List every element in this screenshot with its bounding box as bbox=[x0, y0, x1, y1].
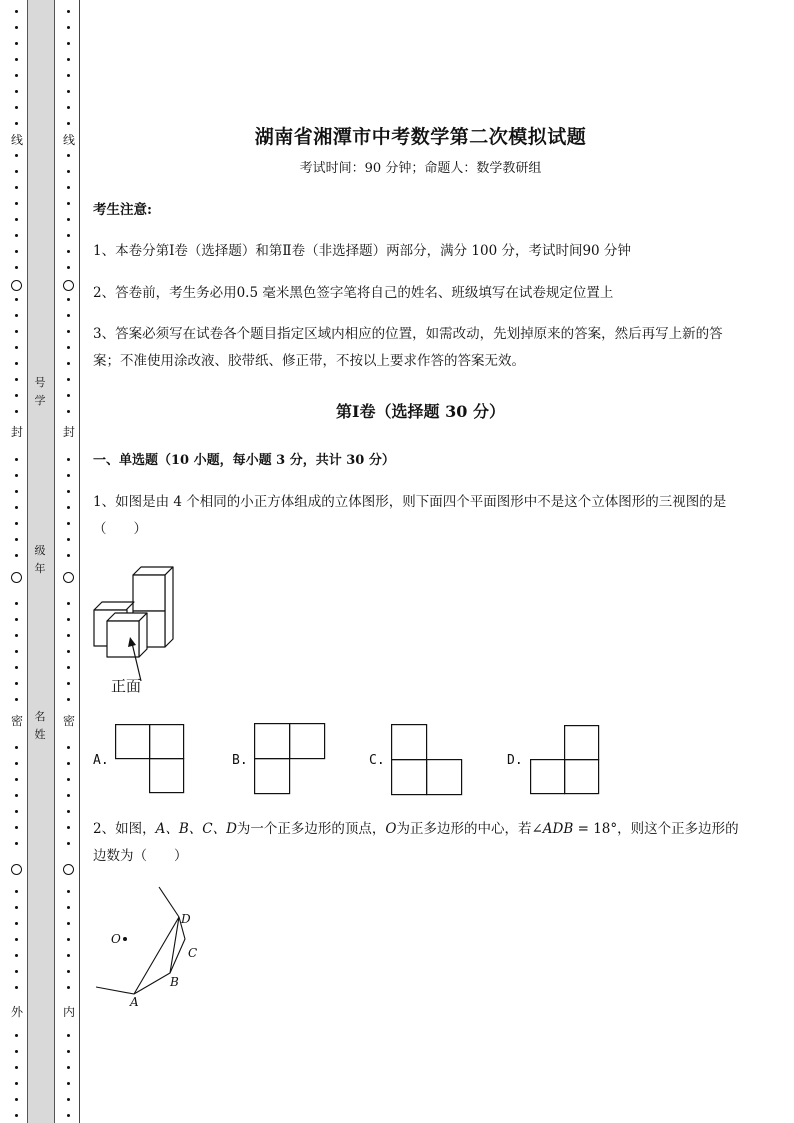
inner-dot bbox=[67, 90, 70, 93]
outer-dot bbox=[15, 698, 18, 701]
inner-dot bbox=[67, 154, 70, 157]
option-d-label: D. bbox=[507, 753, 523, 768]
outer-dot bbox=[15, 954, 18, 957]
note-item-3: 3、答案必须写在试卷各个题目指定区域内相应的位置，如需改动，先划掉原来的答案，然后再写上新的答案；不准使用涂改液、胶带纸、修正带，不按以上要求作答的答案无效。 bbox=[93, 326, 723, 369]
outer-dot bbox=[15, 186, 18, 189]
outer-dot bbox=[15, 10, 18, 13]
inner-dot bbox=[67, 618, 70, 621]
front-view-label: 正面 bbox=[111, 677, 142, 695]
inner-dot bbox=[67, 922, 70, 925]
outer-dot bbox=[15, 906, 18, 909]
inner-seal-char: 内 bbox=[62, 1005, 75, 1019]
inner-dot bbox=[67, 218, 70, 221]
note-item-1: 1、本卷分第Ⅰ卷（选择题）和第Ⅱ卷（非选择题）两部分，满分 100 分，考试时间90 分钟 bbox=[93, 243, 631, 259]
outer-dot bbox=[15, 842, 18, 845]
q2-polygon-figure bbox=[96, 885, 211, 1010]
inner-dot bbox=[67, 10, 70, 13]
inner-dot bbox=[67, 346, 70, 349]
outer-dot bbox=[15, 1114, 18, 1117]
inner-dot bbox=[67, 74, 70, 77]
outer-ring-mark bbox=[11, 864, 22, 875]
outer-dot bbox=[15, 42, 18, 45]
outer-dot bbox=[15, 1082, 18, 1085]
inner-dot bbox=[67, 634, 70, 637]
inner-dot bbox=[67, 58, 70, 61]
outer-dot bbox=[15, 90, 18, 93]
outer-dot bbox=[15, 794, 18, 797]
inner-ring-mark bbox=[63, 864, 74, 875]
outer-dot bbox=[15, 1098, 18, 1101]
outer-dot bbox=[15, 298, 18, 301]
outer-dot bbox=[15, 330, 18, 333]
inner-dot bbox=[67, 506, 70, 509]
point-b-label: B bbox=[170, 975, 179, 989]
outer-dot bbox=[15, 618, 18, 621]
outer-dot bbox=[15, 762, 18, 765]
outer-dot bbox=[15, 250, 18, 253]
inner-dot bbox=[67, 122, 70, 125]
inner-dot bbox=[67, 266, 70, 269]
outer-dot bbox=[15, 986, 18, 989]
inner-dot bbox=[67, 1098, 70, 1101]
outer-dot bbox=[15, 506, 18, 509]
inner-dot bbox=[67, 650, 70, 653]
inner-dot bbox=[67, 762, 70, 765]
inner-dot bbox=[67, 666, 70, 669]
inner-dot bbox=[67, 458, 70, 461]
inner-dot bbox=[67, 378, 70, 381]
inner-dot bbox=[67, 106, 70, 109]
outer-seal-char: 外 bbox=[10, 1005, 23, 1019]
inner-dot bbox=[67, 954, 70, 957]
outer-dot bbox=[15, 410, 18, 413]
outer-dot bbox=[15, 74, 18, 77]
inner-dot bbox=[67, 986, 70, 989]
inner-dot bbox=[67, 298, 70, 301]
option-b-label: B. bbox=[232, 753, 248, 768]
inner-dot bbox=[67, 362, 70, 365]
option-d-figure bbox=[530, 725, 600, 795]
inner-dot bbox=[67, 410, 70, 413]
inner-dot bbox=[67, 490, 70, 493]
binding-rule bbox=[79, 0, 80, 1123]
outer-dot bbox=[15, 490, 18, 493]
outer-seal-line bbox=[9, 0, 25, 1123]
exam-title: 湖南省湘潭市中考数学第二次模拟试题 bbox=[254, 126, 587, 148]
outer-dot bbox=[15, 394, 18, 397]
outer-dot bbox=[15, 170, 18, 173]
inner-dot bbox=[67, 42, 70, 45]
inner-ring-mark bbox=[63, 280, 74, 291]
outer-dot bbox=[15, 938, 18, 941]
outer-dot bbox=[15, 666, 18, 669]
inner-dot bbox=[67, 938, 70, 941]
outer-dot bbox=[15, 234, 18, 237]
inner-dot bbox=[67, 794, 70, 797]
outer-dot bbox=[15, 682, 18, 685]
outer-dot bbox=[15, 1050, 18, 1053]
outer-dot bbox=[15, 58, 18, 61]
outer-dot bbox=[15, 778, 18, 781]
inner-seal-char: 密 bbox=[62, 714, 75, 728]
inner-dot bbox=[67, 314, 70, 317]
note-item-2: 2、答卷前，考生务必用0.5 毫米黑色签字笔将自己的姓名、班级填写在试卷规定位置上 bbox=[93, 285, 614, 301]
outer-dot bbox=[15, 378, 18, 381]
outer-dot bbox=[15, 122, 18, 125]
inner-dot bbox=[67, 330, 70, 333]
inner-dot bbox=[67, 1114, 70, 1117]
inner-dot bbox=[67, 522, 70, 525]
inner-dot bbox=[67, 682, 70, 685]
notes-heading: 考生注意: bbox=[93, 202, 152, 218]
outer-dot bbox=[15, 970, 18, 973]
outer-dot bbox=[15, 826, 18, 829]
outer-ring-mark bbox=[11, 572, 22, 583]
inner-dot bbox=[67, 826, 70, 829]
outer-dot bbox=[15, 314, 18, 317]
outer-dot bbox=[15, 218, 18, 221]
inner-seal-char: 线 bbox=[62, 133, 75, 147]
inner-dot bbox=[67, 202, 70, 205]
inner-dot bbox=[67, 170, 70, 173]
point-o-label: O bbox=[111, 932, 121, 946]
point-a-label: A bbox=[130, 995, 139, 1009]
outer-dot bbox=[15, 362, 18, 365]
outer-dot bbox=[15, 1066, 18, 1069]
inner-dot bbox=[67, 1082, 70, 1085]
inner-dot bbox=[67, 746, 70, 749]
inner-ring-mark bbox=[63, 572, 74, 583]
inner-dot bbox=[67, 250, 70, 253]
outer-dot bbox=[15, 634, 18, 637]
outer-dot bbox=[15, 522, 18, 525]
grade-label: 级 年 bbox=[34, 544, 46, 575]
part1-title: 第Ⅰ卷（选择题 30 分） bbox=[336, 402, 505, 421]
outer-dot bbox=[15, 106, 18, 109]
outer-dot bbox=[15, 554, 18, 557]
question-2-text: 2、如图，A、B、C、D为一个正多边形的顶点，O为正多边形的中心，若∠ADB = 18°，则这个正多边形的边数为（ ） bbox=[93, 821, 739, 864]
inner-dot bbox=[67, 1066, 70, 1069]
outer-dot bbox=[15, 538, 18, 541]
outer-dot bbox=[15, 746, 18, 749]
point-d-label: D bbox=[181, 912, 191, 926]
inner-dot bbox=[67, 970, 70, 973]
inner-seal-char: 封 bbox=[62, 425, 75, 439]
point-c-label: C bbox=[188, 946, 198, 960]
option-a-label: A. bbox=[93, 753, 109, 768]
inner-dot bbox=[67, 842, 70, 845]
inner-dot bbox=[67, 554, 70, 557]
outer-ring-mark bbox=[11, 280, 22, 291]
outer-dot bbox=[15, 650, 18, 653]
outer-dot bbox=[15, 154, 18, 157]
inner-dot bbox=[67, 810, 70, 813]
inner-dot bbox=[67, 1034, 70, 1037]
inner-dot bbox=[67, 474, 70, 477]
inner-dot bbox=[67, 538, 70, 541]
inner-dot bbox=[67, 234, 70, 237]
outer-dot bbox=[15, 922, 18, 925]
outer-dot bbox=[15, 602, 18, 605]
option-b-figure bbox=[254, 723, 326, 795]
inner-dot bbox=[67, 698, 70, 701]
inner-dot bbox=[67, 1050, 70, 1053]
option-c-figure bbox=[391, 724, 463, 796]
outer-dot bbox=[15, 346, 18, 349]
binding-margin bbox=[0, 0, 82, 1123]
outer-dot bbox=[15, 202, 18, 205]
inner-dot bbox=[67, 26, 70, 29]
outer-seal-char: 封 bbox=[10, 425, 23, 439]
inner-seal-line bbox=[61, 0, 77, 1123]
outer-seal-char: 密 bbox=[10, 714, 23, 728]
outer-dot bbox=[15, 474, 18, 477]
inner-dot bbox=[67, 890, 70, 893]
inner-dot bbox=[67, 186, 70, 189]
section-heading: 一、单选题（10 小题，每小题 3 分，共计 30 分） bbox=[93, 453, 395, 468]
name-label: 名 姓 bbox=[34, 710, 46, 741]
inner-dot bbox=[67, 778, 70, 781]
option-c-label: C. bbox=[369, 753, 385, 768]
outer-dot bbox=[15, 266, 18, 269]
outer-dot bbox=[15, 890, 18, 893]
outer-seal-char: 线 bbox=[10, 133, 23, 147]
outer-dot bbox=[15, 810, 18, 813]
exam-subtitle: 考试时间：90 分钟；命题人：数学教研组 bbox=[299, 161, 542, 176]
inner-dot bbox=[67, 602, 70, 605]
outer-dot bbox=[15, 26, 18, 29]
option-a-figure bbox=[115, 724, 185, 796]
q1-cube-figure bbox=[93, 565, 183, 697]
inner-dot bbox=[67, 394, 70, 397]
inner-dot bbox=[67, 906, 70, 909]
outer-dot bbox=[15, 458, 18, 461]
question-1-text: 1、如图是由 4 个相同的小正方体组成的立体图形，则下面四个平面图形中不是这个立体图形的三视图的是（ ） bbox=[93, 494, 727, 537]
outer-dot bbox=[15, 1034, 18, 1037]
student-id-label: 号 学 bbox=[34, 376, 46, 407]
